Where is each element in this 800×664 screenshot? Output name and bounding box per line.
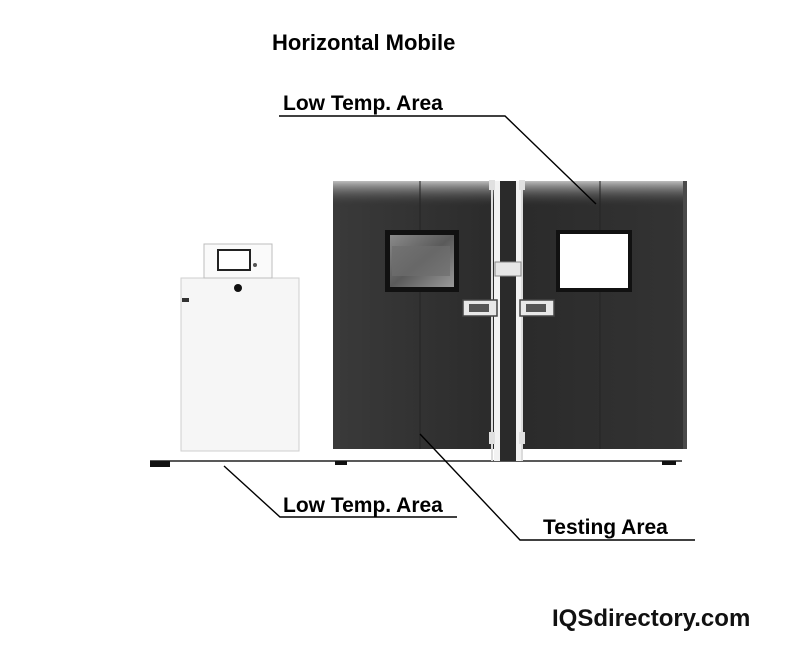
control-knob <box>253 263 257 267</box>
floor-foot <box>335 461 347 465</box>
control-screen <box>218 250 250 270</box>
control-cabinet <box>181 244 299 451</box>
label-testing-area: Testing Area <box>543 516 668 539</box>
control-knob <box>234 284 242 292</box>
main-chamber <box>333 180 687 461</box>
label-low-temp-area-bottom: Low Temp. Area <box>283 494 443 517</box>
floor-foot <box>662 461 676 465</box>
label-low-temp-area-top: Low Temp. Area <box>283 92 443 115</box>
diagram-title: Horizontal Mobile <box>272 30 456 55</box>
floor-foot <box>150 461 170 467</box>
watermark: IQSdirectory.com <box>552 605 751 632</box>
